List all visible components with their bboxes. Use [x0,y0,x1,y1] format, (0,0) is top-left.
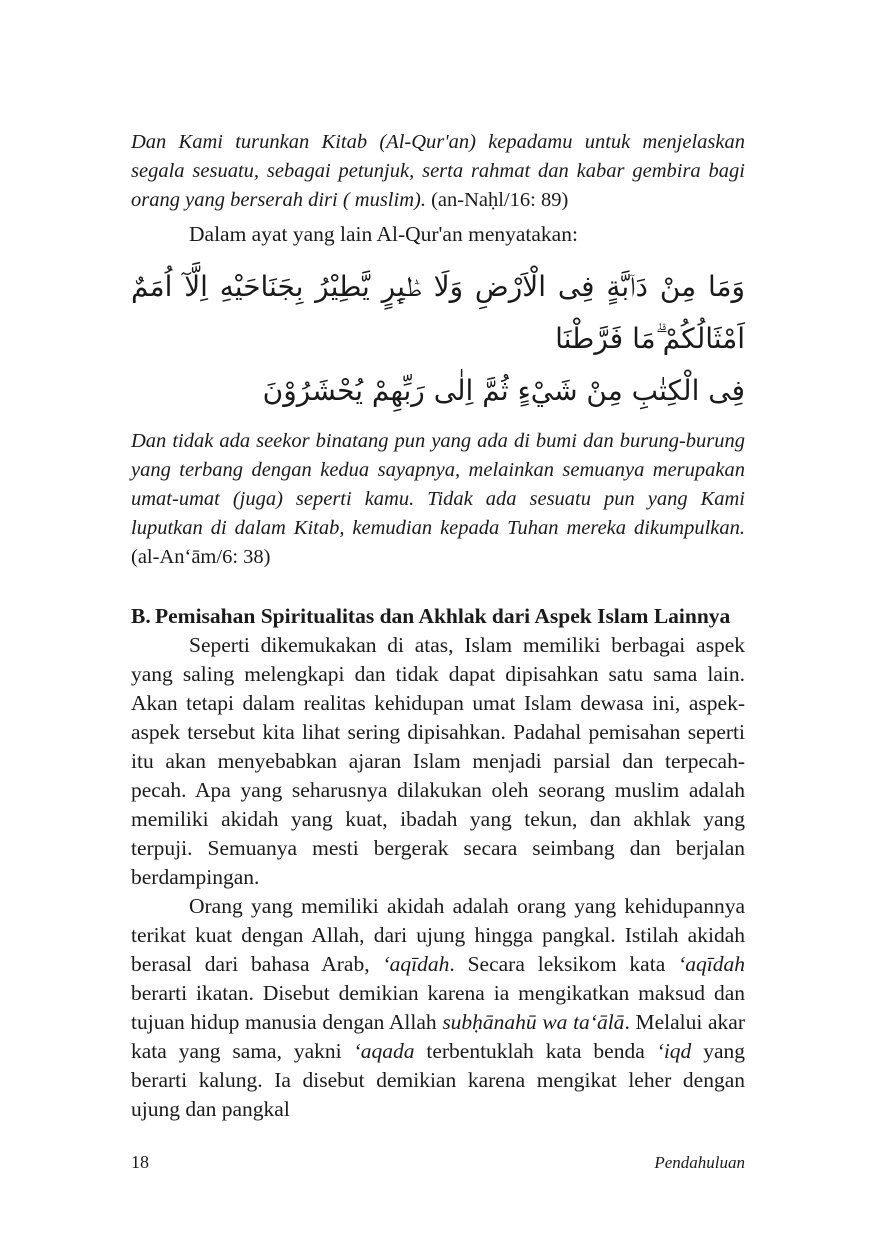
translation-text: Dan tidak ada seekor binatang pun yang ada di bumi dan burung-burung yang terbang dengan kedua sayapnya, melainkan semuanya merupakan umat-umat (juga) seperti kamu. Tidak ada sesuatu pun yang Kami luputkan di dalam Kitab, kemudian kepada Tuhan mereka dikumpulkan. [131,430,745,539]
running-title: Pendahuluan [654,1153,745,1172]
paragraph-text: . Melalui akar kata yang sama, yakni [131,1010,745,1063]
section-number: B. [131,604,151,628]
translation-text: Dan Kami turunkan Kitab (Al-Qur'an) kepadamu untuk menjelaskan segala sesuatu, sebagai petunjuk, serta rahmat dan kabar gembira bagi orang yang berserah diri ( muslim). [131,131,745,211]
italic-term: ‘iqd [656,1039,692,1063]
translation-al-anam [131,427,745,572]
italic-term: ‘aqada [353,1039,415,1063]
section-title: Pemisahan Spiritualitas dan Akhlak dari Aspek Islam Lainnya [155,604,731,628]
intro-sentence: Dalam ayat yang lain Al-Qur'an menyatakan: [189,222,578,246]
body-paragraph [131,892,745,1124]
paragraph-text: berarti ikatan. Disebut demikian karena ia mengikatkan maksud dan tujuan hidup manusia dengan Allah [131,981,745,1034]
page-body [131,128,745,1124]
italic-term: ‘aqīdah [678,952,745,976]
page-number: 18 [131,1152,149,1172]
italic-term: ‘aqīdah [382,952,450,976]
arabic-verse [131,261,745,417]
paragraph-text: . Secara leksikom kata [449,952,679,976]
paragraph-text: yang berarti kalung. Ia disebut demikian karena mengikat leher dengan ujung dan pangkal [131,1039,746,1121]
italic-term: subḥānahū wa ta‘ālā [442,1010,625,1034]
section-heading [131,602,745,631]
verse-reference: (al-An‘ām/6: 38) [131,546,271,568]
paragraph-text: Orang yang memiliki akidah adalah orang yang kehidupannya terikat kuat dengan Allah, dari ujung hingga pangkal. Istilah akidah berasal dari bahasa Arab, [131,894,745,976]
arabic-line-1: وَمَا مِنْ دَاۤبَّةٍ فِى الْاَرْضِ وَلَا طٰۤىِٕرٍ يَّطِيْرُ بِجَنَاحَيْهِ اِلَّآ اُمَمٌ اَمْثَالُكُمْ ۗمَا فَرَّطْنَا [131,270,745,355]
page-footer [131,1152,745,1173]
arabic-line-2: فِى الْكِتٰبِ مِنْ شَيْءٍ ثُمَّ اِلٰى رَبِّهِمْ يُحْشَرُوْنَ [262,374,745,407]
body-paragraph: Seperti dikemukakan di atas, Islam memiliki berbagai aspek yang saling melengkapi dan tidak dapat dipisahkan satu sama lain. Akan tetapi dalam realitas kehidupan umat Islam dewasa ini, aspek-aspek tersebut kita lihat sering dipisahkan. Padahal pemisahan seperti itu akan menyebabkan ajaran Islam menjadi parsial dan terpecah-pecah. Apa yang seharusnya dilakukan oleh seorang muslim adalah memiliki akidah yang kuat, ibadah yang tekun, dan akhlak yang terpuji. Semuanya mesti bergerak secara seimbang dan berjalan berdampingan. [131,633,745,889]
paragraph-text: terbentuklah kata benda [414,1039,657,1063]
verse-reference: (an-Naḥl/16: 89) [425,189,569,211]
translation-an-nahl [131,128,745,215]
